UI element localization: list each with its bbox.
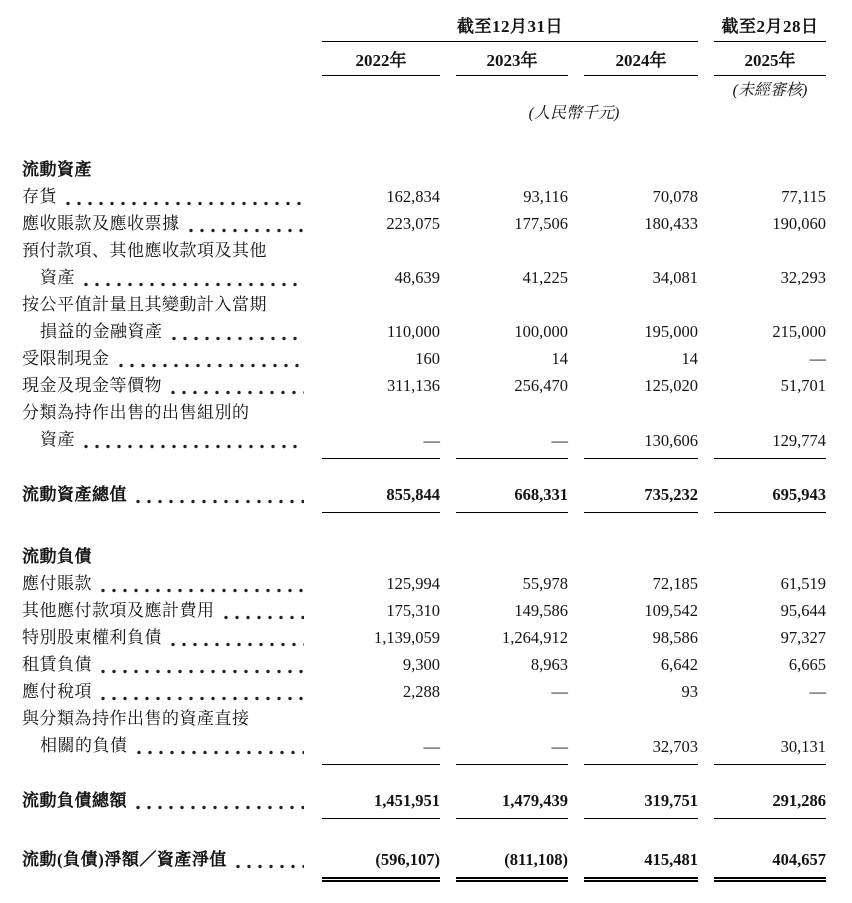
- grand-total-row: [22, 846, 826, 882]
- section-title-row: [22, 543, 826, 570]
- value-cell-2022: 110,000: [386, 322, 440, 341]
- value-cell-2023: 1,479,439: [456, 787, 568, 819]
- row-label: [22, 624, 306, 651]
- dot-leader: [171, 390, 304, 395]
- dot-leader: [236, 864, 304, 869]
- row-label: [22, 570, 306, 597]
- row-label: [22, 237, 306, 291]
- value-cell-2023: 41,225: [522, 268, 568, 287]
- row-label-text: 與分類為持作出售的資產直接: [22, 709, 250, 729]
- row-label-line: [22, 291, 306, 318]
- row-label-line: [22, 372, 306, 399]
- row-label-text: 資產: [40, 268, 75, 287]
- period-group-december: 截至12月31日: [322, 12, 698, 42]
- value-cell-2024: 195,000: [644, 322, 698, 341]
- dot-leader: [66, 201, 304, 206]
- value-cell-2025: 404,657: [714, 846, 826, 882]
- value-cell-2023: 93,116: [523, 187, 568, 206]
- row-label-text: 按公平值計量且其變動計入當期: [22, 295, 267, 314]
- row-label-line: [22, 156, 306, 183]
- value-cell-2022: 160: [415, 349, 440, 368]
- row-label-line: [22, 183, 306, 210]
- value-cell-2024: 14: [681, 349, 698, 368]
- row-label-text: 流動資產總值: [22, 484, 127, 504]
- row-label-text: 受限制現金: [22, 349, 110, 368]
- table-row: [22, 678, 826, 705]
- dot-leader: [136, 499, 304, 504]
- row-label-line: [22, 570, 306, 597]
- value-cell-2025: 215,000: [772, 322, 826, 341]
- row-label: [22, 651, 306, 678]
- row-label-line: [22, 732, 306, 759]
- row-label-text: 流動(負債)淨額／資產淨值: [22, 850, 227, 870]
- row-label-text: 預付款項、其他應收款項及其他: [22, 241, 267, 260]
- row-label-line: [22, 597, 306, 624]
- unaudited-note: (未經審核): [732, 82, 808, 99]
- row-label: [22, 291, 306, 345]
- table-row: [22, 291, 826, 345]
- value-cell-2024: 130,606: [584, 427, 698, 459]
- value-cell-2022: 1,139,059: [374, 628, 440, 648]
- table-row: [22, 399, 826, 459]
- total-row: [22, 787, 826, 820]
- value-cell-2022: —: [322, 733, 440, 765]
- row-label: [22, 678, 306, 705]
- value-cell-2023: 177,506: [514, 214, 568, 233]
- row-label-text: 租賃負債: [22, 655, 92, 675]
- value-cell-2024: 735,232: [584, 481, 698, 513]
- value-cell-2024: 6,642: [660, 655, 698, 675]
- value-cell-2022: 223,075: [386, 214, 440, 233]
- row-label: [22, 183, 306, 210]
- table-row: [22, 237, 826, 291]
- value-cell-2024: 180,433: [644, 214, 698, 233]
- value-cell-2022: 125,994: [386, 574, 440, 594]
- value-cell-2024: 93: [681, 682, 698, 702]
- value-cell-2023: —: [551, 682, 568, 702]
- value-cell-2022: 48,639: [394, 268, 440, 287]
- table-row: [22, 210, 826, 237]
- row-label: [22, 372, 306, 399]
- dot-leader: [224, 615, 305, 620]
- row-label: [22, 481, 306, 514]
- row-label-text: 其他應付款項及應計費用: [22, 601, 215, 621]
- value-cell-2023: 256,470: [514, 376, 568, 395]
- value-cell-2022: 855,844: [322, 481, 440, 513]
- row-label-line: [22, 678, 306, 705]
- value-cell-2023: 8,963: [530, 655, 568, 675]
- value-cell-2025: 61,519: [780, 574, 826, 594]
- value-cell-2023: 149,586: [514, 601, 568, 621]
- row-label-text: 流動負債總額: [22, 790, 127, 810]
- row-label: [22, 787, 306, 820]
- value-cell-2022: 311,136: [386, 376, 440, 395]
- dot-leader: [136, 805, 304, 810]
- table-row: [22, 651, 826, 678]
- row-label-text: 特別股東權利負債: [22, 628, 162, 648]
- table-row: [22, 705, 826, 765]
- row-label-line: [22, 651, 306, 678]
- row-label-line: [22, 787, 306, 814]
- section-title-row: [22, 156, 826, 183]
- year-label-2024: 2024年: [584, 42, 698, 76]
- year-label-2023: 2023年: [456, 42, 568, 76]
- value-cell-2024: 98,586: [652, 628, 698, 648]
- section-title: [22, 156, 306, 183]
- value-cell-2024: 34,081: [652, 268, 698, 287]
- value-cell-2025: 129,774: [714, 427, 826, 459]
- value-cell-2024: 319,751: [584, 787, 698, 819]
- value-cell-2022: 1,451,951: [322, 787, 440, 819]
- dot-leader: [101, 696, 304, 701]
- table-row: [22, 372, 826, 399]
- row-label-text: 資產: [40, 430, 75, 449]
- row-label-line: [22, 705, 306, 732]
- period-group-row: [22, 12, 826, 42]
- dot-leader: [101, 669, 304, 674]
- value-cell-2022: 175,310: [386, 601, 440, 621]
- value-cell-2024: 32,703: [584, 733, 698, 765]
- table-header: [22, 12, 826, 126]
- value-cell-2025: 97,327: [780, 628, 826, 648]
- row-label: [22, 210, 306, 237]
- value-cell-2022: 9,300: [402, 655, 440, 675]
- year-label-2025: 2025年: [714, 42, 826, 76]
- row-label-line: [22, 399, 306, 426]
- row-label-text: 應收賬款及應收票據: [22, 214, 180, 233]
- value-cell-2023: 668,331: [456, 481, 568, 513]
- dot-leader: [137, 750, 305, 755]
- value-cell-2022: (596,107): [322, 846, 440, 882]
- value-cell-2023: 14: [551, 349, 568, 368]
- row-label-line: [22, 345, 306, 372]
- row-label-text: 存貨: [22, 187, 57, 206]
- value-cell-2024: 415,481: [584, 846, 698, 882]
- value-cell-2025: 6,665: [788, 655, 826, 675]
- value-cell-2024: 109,542: [644, 601, 698, 621]
- value-cell-2022: —: [322, 427, 440, 459]
- row-label-text: 流動負債: [22, 547, 92, 567]
- value-cell-2025: 30,131: [714, 733, 826, 765]
- row-label: [22, 345, 306, 372]
- value-cell-2025: —: [809, 682, 826, 702]
- value-cell-2025: 77,115: [781, 187, 826, 206]
- row-label-line: [22, 543, 306, 570]
- row-label: [22, 399, 306, 459]
- row-label-text: 相關的負債: [40, 736, 128, 756]
- row-label-text: 分類為持作出售的出售組別的: [22, 403, 250, 422]
- dot-leader: [119, 363, 305, 368]
- year-label-2022: 2022年: [322, 42, 440, 76]
- table-row: [22, 597, 826, 624]
- row-label-line: [22, 264, 306, 291]
- dot-leader: [101, 588, 304, 593]
- value-cell-2025: 95,644: [780, 601, 826, 621]
- unaudited-note-row: [22, 76, 826, 102]
- currency-unit-note: (人民幣千元): [528, 105, 620, 122]
- row-label-line: [22, 624, 306, 651]
- row-label-line: [22, 426, 306, 453]
- value-cell-2025: —: [809, 349, 826, 368]
- financial-table-body: [22, 156, 826, 882]
- row-label: [22, 597, 306, 624]
- row-label-line: [22, 237, 306, 264]
- row-label-text: 應付賬款: [22, 574, 92, 594]
- value-cell-2024: 70,078: [652, 187, 698, 206]
- period-group-february: 截至2月28日: [714, 12, 826, 42]
- row-label-text: 損益的金融資產: [40, 322, 163, 341]
- value-cell-2025: 695,943: [714, 481, 826, 513]
- row-label-line: [22, 210, 306, 237]
- value-cell-2023: (811,108): [456, 846, 568, 882]
- value-cell-2022: 162,834: [386, 187, 440, 206]
- table-row: [22, 624, 826, 651]
- dot-leader: [84, 282, 304, 287]
- value-cell-2023: —: [456, 427, 568, 459]
- currency-unit-row: [22, 102, 826, 126]
- value-cell-2025: 190,060: [772, 214, 826, 233]
- row-label-text: 現金及現金等價物: [22, 376, 162, 395]
- year-header-row: [22, 42, 826, 76]
- table-row: [22, 345, 826, 372]
- value-cell-2022: 2,288: [402, 682, 440, 702]
- section-title: [22, 543, 306, 570]
- dot-leader: [84, 444, 304, 449]
- value-cell-2023: 100,000: [514, 322, 568, 341]
- row-label: [22, 846, 306, 882]
- dot-leader: [172, 336, 305, 341]
- row-label: [22, 705, 306, 765]
- value-cell-2024: 125,020: [644, 376, 698, 395]
- row-label-text: 應付稅項: [22, 682, 92, 702]
- value-cell-2023: 55,978: [522, 574, 568, 594]
- value-cell-2025: 291,286: [714, 787, 826, 819]
- value-cell-2025: 32,293: [780, 268, 826, 287]
- dot-leader: [189, 228, 305, 233]
- table-row: [22, 570, 826, 597]
- value-cell-2023: 1,264,912: [502, 628, 568, 648]
- total-row: [22, 481, 826, 514]
- row-label-line: [22, 318, 306, 345]
- row-label-line: [22, 846, 306, 873]
- dot-leader: [171, 642, 304, 647]
- value-cell-2024: 72,185: [652, 574, 698, 594]
- value-cell-2023: —: [456, 733, 568, 765]
- row-label-line: [22, 481, 306, 508]
- value-cell-2025: 51,701: [780, 376, 826, 395]
- table-row: [22, 183, 826, 210]
- row-label-text: 流動資產: [22, 160, 92, 179]
